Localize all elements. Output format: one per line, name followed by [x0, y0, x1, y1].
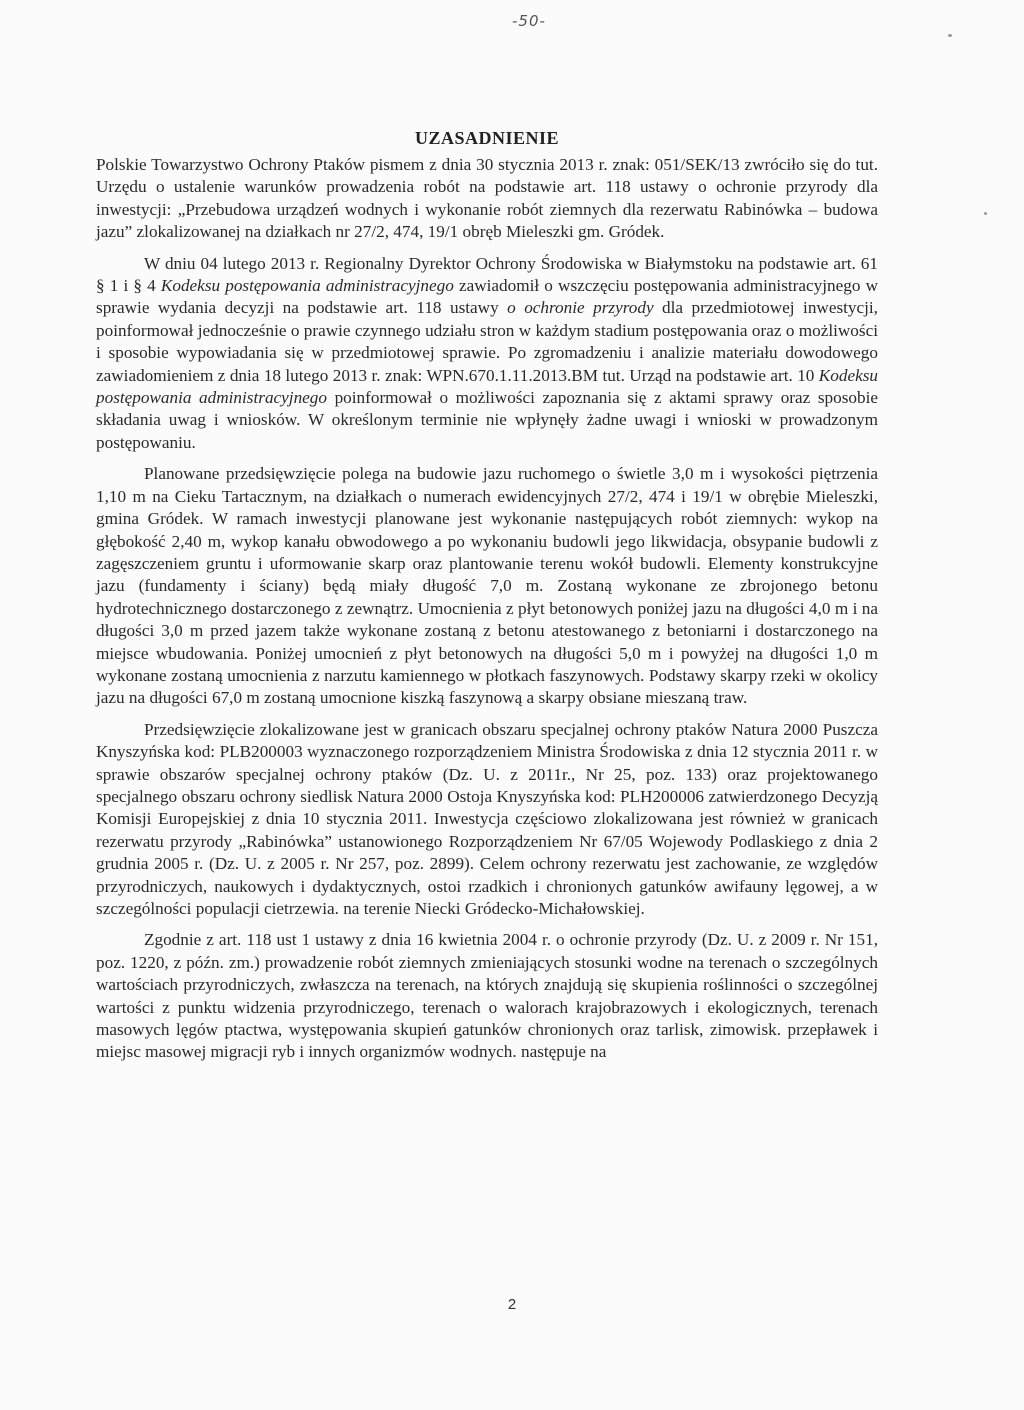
paragraph-text: W dniu 04 lutego 2013 r. Regionalny Dyrektor Ochrony Środowiska w Białymstoku na podstawie art. 61 § 1 i § 4 [96, 253, 878, 296]
paragraph-text: poinformował o możliwości zapoznania się z aktami sprawy oraz sposobie składania uwag i wniosków. W określonym terminie nie wpłynęły żadne uwagi i wnioski w prowadzonym postępowaniu. [96, 388, 879, 452]
paragraph-text: Planowane przedsięwzięcie polega na budowie jazu ruchomego o świetle 3,0 m i wysokości piętrzenia 1,10 m na Cieku Tartacznym, na działkach o numerach ewidencyjnych 27/2, 474 i 19/1 w obrębie Mieleszki, gmina Gródek. W ramach inwestycji planowane jest wykonanie następujących robót ziemnych: wykop na głębokość 2,40 m, wykop kanału obwodowego a po wykonaniu budowli jego likwidacja, obsypanie budowli z zagęszczeniem gruntu i uformowanie skarp oraz plantowanie terenu wokół budowli. Elementy konstrukcyjne jazu (fundamenty i ściany) będą miały długość 7,0 m. Zostaną wykonane ze zbrojonego betonu hydrotechnicznego dostarczonego z zewnątrz. Umocnienia z płyt betonowych poniżej jazu na długości 4,0 m i na długości 3,0 m przed jazem także wykonane zostaną z betonu atestowanego z betoniarni i dostarczonego na miejsce wbudowania. Poniżej umocnień z płyt betonowych na długości 5,0 m i powyżej na długości 1,0 m wykonane zostaną umocnienia z narzutu kamiennego w płotkach faszynowych. Podstawy skarpy rzeki w okolicy jazu na długości 67,0 m zostaną umocnione kiszką faszynową a skarpy obsiane mieszaną traw. [96, 464, 878, 708]
italic-citation: o ochronie przyrody [507, 298, 654, 318]
body-paragraph [96, 719, 878, 921]
italic-citation: Kodeksu postępowania administracyjnego [96, 365, 878, 408]
body-paragraph [96, 154, 878, 244]
paragraph-text: dla przedmiotowej inwestycji, poinformował jednocześnie o prawie czynnego udziału stron w każdym stadium postępowania oraz o możliwości i sposobie wypowiadania się w przedmiotowej sprawie. Po zgromadzeniu i analizie materiału dowodowego zawiadomieniem z dnia 18 lutego 2013 r. znak: WPN.670.1.11.2013.BM tut. Urząd na podstawie art. 10 [96, 298, 878, 385]
paragraph-text: zawiadomił o wszczęciu postępowania administracyjnego w sprawie wydania decyzji na podstawie art. 118 ustawy [96, 276, 878, 318]
handwritten-page-number: -50- [512, 12, 546, 30]
body-paragraph [96, 463, 878, 709]
document-body [96, 126, 878, 1073]
paragraph-text: Przedsięwzięcie zlokalizowane jest w granicach obszaru specjalnej ochrony ptaków Natura 2000 Puszcza Knyszyńska kod: PLB200003 wyznaczonego rozporządzeniem Ministra Środowiska z dnia 12 stycznia 2011 r. w sprawie obszarów specjalnej ochrony ptaków (Dz. U. z 2011r., Nr 25, poz. 133) oraz projektowanego specjalnego obszaru ochrony siedlisk Natura 2000 Ostoja Knyszyńska kod: PLH200006 zatwierdzonego Decyzją Komisji Europejskiej z dnia 10 stycznia 2011. Inwestycja częściowo zlokalizowana jest również w granicach rezerwatu przyrody „Rabinówka” ustanowionego Rozporządzeniem Nr 67/05 Wojewody Podlaskiego z dnia 2 grudnia 2005 r. (Dz. U. z 2005 r. Nr 257, poz. 2899). Celem ochrony rezerwatu jest zachowanie, ze względów przyrodniczych, naukowych i dydaktycznych, ostoi rzadkich i chronionych gatunków awifauny lęgowej, a w szczególności populacji cietrzewia. na terenie Niecki Gródecko-Michałowskiej. [96, 719, 878, 918]
body-paragraph [96, 929, 878, 1063]
scan-speck [948, 34, 952, 37]
italic-citation: Kodeksu postępowania administracyjnego [160, 276, 454, 296]
page-number: 2 [507, 1296, 517, 1313]
paragraph-text: Zgodnie z art. 118 ust 1 ustawy z dnia 16 kwietnia 2004 r. o ochronie przyrody (Dz. U. z 2009 r. Nr 151, poz. 1220, z późn. zm.) prowadzenie robót ziemnych zmieniających stosunki wodne na terenach o szczególnych wartościach przyrodniczych, zwłaszcza na terenach, na których znajdują się skupienia roślinności o szczególnej wartości z punktu widzenia przyrodniczego, terenach o walorach krajobrazowych i ekologicznych, terenach masowych lęgów ptactwa, występowania skupień gatunków chronionych oraz tarlisk, zimowisk. przepławek i miejsc masowej migracji ryb i innych organizmów wodnych. następuje na [96, 930, 878, 1062]
document-title: UZASADNIENIE [414, 128, 560, 148]
scan-speck [984, 212, 987, 215]
body-paragraph [96, 253, 878, 455]
paragraph-text: Polskie Towarzystwo Ochrony Ptaków pismem z dnia 30 stycznia 2013 r. znak: 051/SEK/13 zwróciło się do tut. Urzędu o ustalenie warunków prowadzenia robót na podstawie art. 118 ustawy o ochronie przyrody dla inwestycji: „Przebudowa urządzeń wodnych i wykonanie robót ziemnych dla rezerwatu Rabinówka – budowa jazu” zlokalizowanej na działkach nr 27/2, 474, 19/1 obręb Mieleszki gm. Gródek. [96, 155, 878, 242]
paragraph-container [96, 154, 878, 1064]
